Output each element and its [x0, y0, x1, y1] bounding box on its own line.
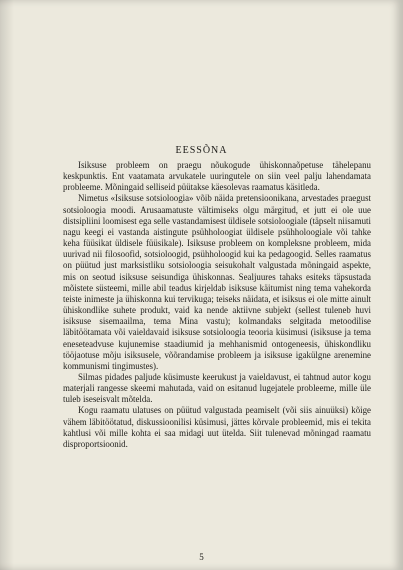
page-number: 5 [199, 552, 204, 562]
paragraph: Kogu raamatu ulatuses on püütud valgustada peamiselt (või siis ainuüksi) kõige vähem läbitöötatud, diskussioonilisi küsimusi, jättes kõrvale probleemid, mis ei tekita kahtlusi või mille kohta ei saa midagi uut ütelda. Siit tulenevad mõningad raamatu disproportsioonid. [63, 405, 371, 449]
paragraph: Silmas pidades paljude küsimuste keerukust ja vaieldavust, ei tahtnud autor kogu materjali rangesse skeemi mahutada, vaid on esitanud lugejatele probleeme, mille üle tuleb iseseisvalt mõtelda. [63, 371, 371, 405]
body-text [63, 160, 371, 450]
section-title: EESSÕNA [175, 145, 228, 156]
paragraph: Isiksuse probleem on praegu nõukogude ühiskonnaõpetuse tähelepanu keskpunktis. Ent vaatamata arvukatele uuringutele on siin veel palju lahendamata probleeme. Mõningaid selliseid püütakse käesolevas raamatus käsitleda. [63, 160, 371, 193]
paragraph: Nimetus «Isiksuse sotsioloogia» võib näida pretensioonikana, arvestades praegust sotsioloogia moodi. Arusaamatuste vältimiseks olgu märgitud, et jutt ei ole uue distsipliini loomisest ega selle vastandamisest üldisele sotsioloogiale (täpselt niisamuti nagu keegi ei vastanda aistingute psühholoogiat üldisele psühholoogiale või tahke keha füüsikat üldisele füüsikale). Isiksuse probleem on kompleksne probleem, mida uurivad nii filosoofid, sotsioloogid, psühholoogid kui ka pedagoogid. Selles raamatus on püütud just marksistliku sotsioloogia seisukohalt valgustada mõningaid aspekte, mis on seotud isiksuse seisundiga ühiskonnas. Sealjuures tahaks esiteks täpsustada mõistete süsteemi, mille abil teadus kirjeldab isiksuse käitumist ning tema vahekorda teiste inimeste ja ühiskonna kui tervikuga; teiseks näidata, et isiksus ei ole mitte ainult ühiskondlike suhete produkt, vaid ka nende aktiivne subjekt (sellest tuleneb huvi isiksuse sisemaailma, tema Mina vastu); kolmandaks selgitada metoodilise läbitöötamata või vaieldavaid isiksuse sotsioloogia teooria küsimusi (isiksuse ja tema eneseteadvuse kujunemise staadiumid ja mehhanismid ontogeneesis, ühiskondliku tööjaotuse mõju isiksusele, võõrandamise probleem ja isiksuse igakülgne arenemine kommunismi tingimustes). [63, 193, 371, 371]
page-gutter-shadow [0, 0, 14, 570]
